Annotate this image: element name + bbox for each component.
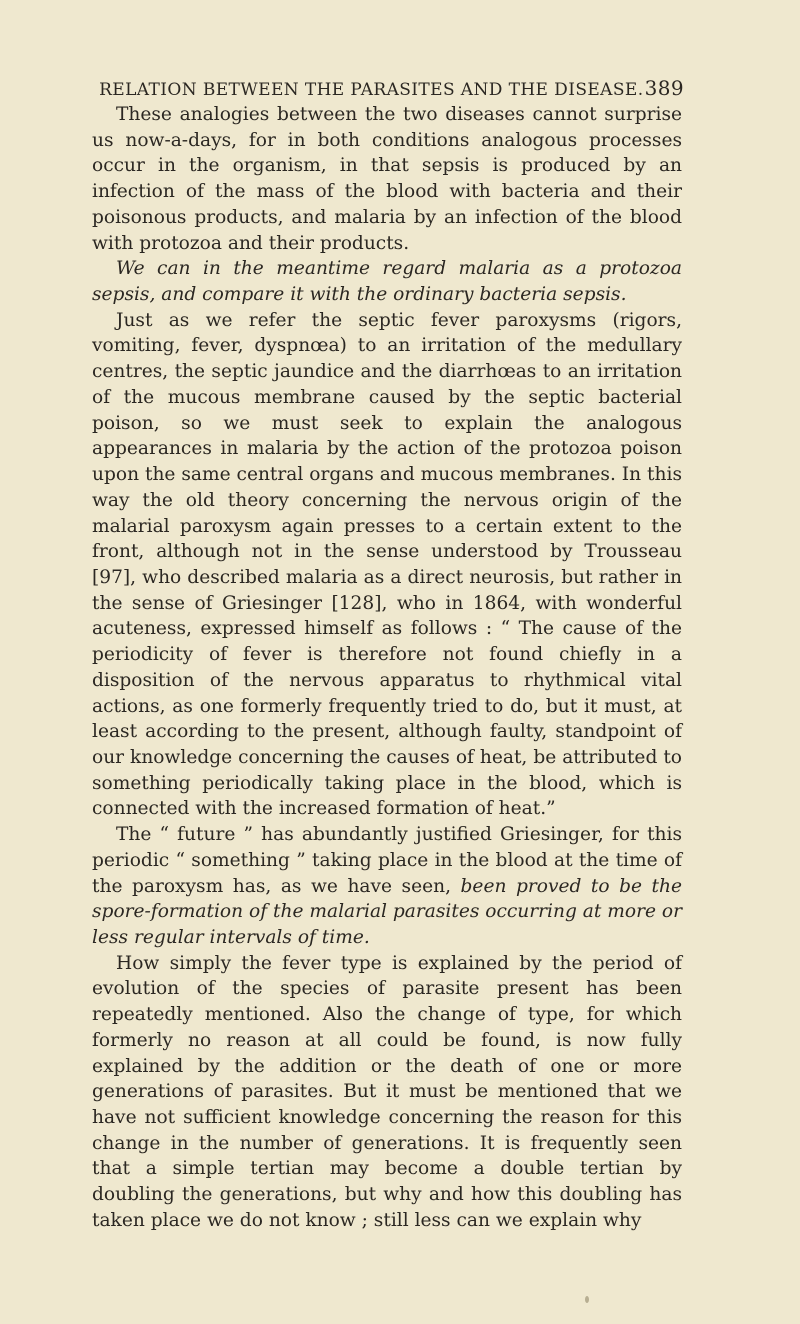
paragraph-septic-fever bbox=[92, 308, 682, 822]
paragraph-griesinger bbox=[92, 822, 682, 951]
paragraph-protozoa-sepsis bbox=[92, 256, 682, 307]
paragraph-text: These analogies between the two diseases cannot surprise us now-a-days, for in both conditions analogous processes occur in the organism, in that sepsis is produced by an infection of the mass of the blood with bacteria and their poisonous products, and malaria by an infection of the blood with protozoa and their products. bbox=[92, 104, 682, 254]
italic-statement: been proved to be the spore-formation of the malarial parasites occurring at more or less regular intervals of time. bbox=[92, 875, 682, 948]
paragraph-analogies bbox=[92, 102, 682, 256]
running-title: RELATION BETWEEN THE PARASITES AND THE DISEASE. bbox=[99, 80, 644, 100]
paragraph-fever-type bbox=[92, 951, 682, 1234]
page-header bbox=[92, 76, 684, 100]
page-number: 389 bbox=[644, 76, 684, 100]
ink-smudge bbox=[585, 1296, 589, 1303]
italic-statement: We can in the meantime regard malaria as a protozoa sepsis, and compare it with the ordinary bacteria sepsis. bbox=[92, 258, 682, 306]
paragraph-text: How simply the fever type is explained by the period of evolution of the species of parasite present has been repeatedly mentioned. Also the change of type, for which formerly no reason at all could be found, is now fully explained by the addition or the death of one or more generations of parasites. But it must be mentioned that we have not sufficient knowledge concerning the reason for this change in the number of generations. It is frequently seen that a simple tertian may become a double tertian by doubling the generations, but why and how this doubling has taken place we do not know ; still less can we explain why bbox=[92, 952, 682, 1231]
body-text bbox=[92, 102, 682, 1234]
paragraph-text: Just as we refer the septic fever paroxysms (rigors, vomiting, fever, dyspnœa) to an irritation of the medullary centres, the septic jaundice and the diarrhœas to an irritation of the mucous membrane caused by the septic bacterial poison, so we must seek to explain the analogous appearances in malaria by the action of the protozoa poison upon the same central organs and mucous membranes. In this way the old theory concerning the nervous origin of the malarial paroxysm again presses to a certain extent to the front, although not in the sense understood by Trousseau [97], who described malaria as a direct neurosis, but rather in the sense of Griesinger [128], who in 1864, with wonderful acuteness, expressed himself as follows : “ The cause of the periodicity of fever is therefore not found chiefly in a disposition of the nervous apparatus to rhythmical vital actions, as one formerly frequently tried to do, but it must, at least according to the present, although faulty, standpoint of our knowledge concerning the causes of heat, be attributed to something periodically taking place in the blood, which is connected with the increased formation of heat.” bbox=[92, 309, 682, 820]
paragraph-text: The “ future ” has abundantly justified Griesinger, for this periodic “ something ” taking place in the blood at the time of the paroxysm has, as we have seen, bbox=[92, 824, 682, 897]
